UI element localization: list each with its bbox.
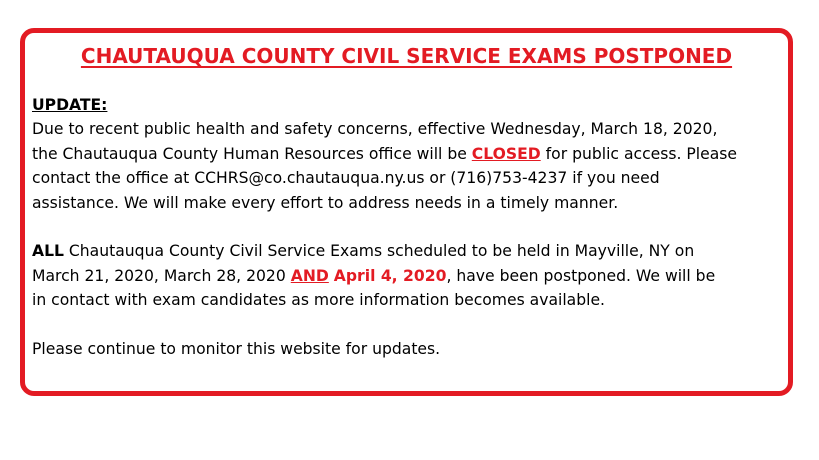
paragraph1-line4: assistance. We will make every effort to address needs in a timely manner. [32, 193, 619, 212]
paragraph1-line2 [32, 142, 792, 166]
paragraph2-line2 [32, 264, 792, 288]
paragraph2-line3: in contact with exam candidates as more information becomes available. [32, 291, 606, 310]
paragraph2-line2-after: , have been postponed. We will be [446, 266, 716, 285]
paragraph1-line3: contact the office at CCHRS@co.chautauqua.ny.us or (716)753-4237 if you need [32, 169, 660, 188]
paragraph1-line2-before: the Chautauqua County Human Resources office will be [32, 144, 472, 163]
update-label: UPDATE: [32, 96, 108, 114]
notice-box [20, 28, 793, 396]
paragraph2-line1 [32, 239, 792, 263]
paragraph2-line1-rest: Chautauqua County Civil Service Exams scheduled to be held in Mayville, NY on [63, 242, 695, 261]
april-date-emphasis: April 4, 2020 [333, 266, 447, 285]
notice-content [32, 93, 792, 361]
all-emphasis: ALL [32, 242, 64, 261]
notice-title: CHAUTAUQUA COUNTY CIVIL SERVICE EXAMS POSTPONED [80, 44, 733, 68]
paragraph1-line1: Due to recent public health and safety concerns, effective Wednesday, March 18, 2020, [32, 120, 718, 139]
paragraph2-line2-before: March 21, 2020, March 28, 2020 [32, 266, 291, 285]
paragraph-spacer [32, 215, 792, 239]
paragraph1-line2-after: for public access. Please [540, 144, 738, 163]
paragraph-spacer [32, 313, 792, 337]
and-emphasis: AND [290, 266, 329, 285]
paragraph3-line1: Please continue to monitor this website for updates. [32, 339, 441, 358]
closed-emphasis: CLOSED [471, 144, 541, 163]
